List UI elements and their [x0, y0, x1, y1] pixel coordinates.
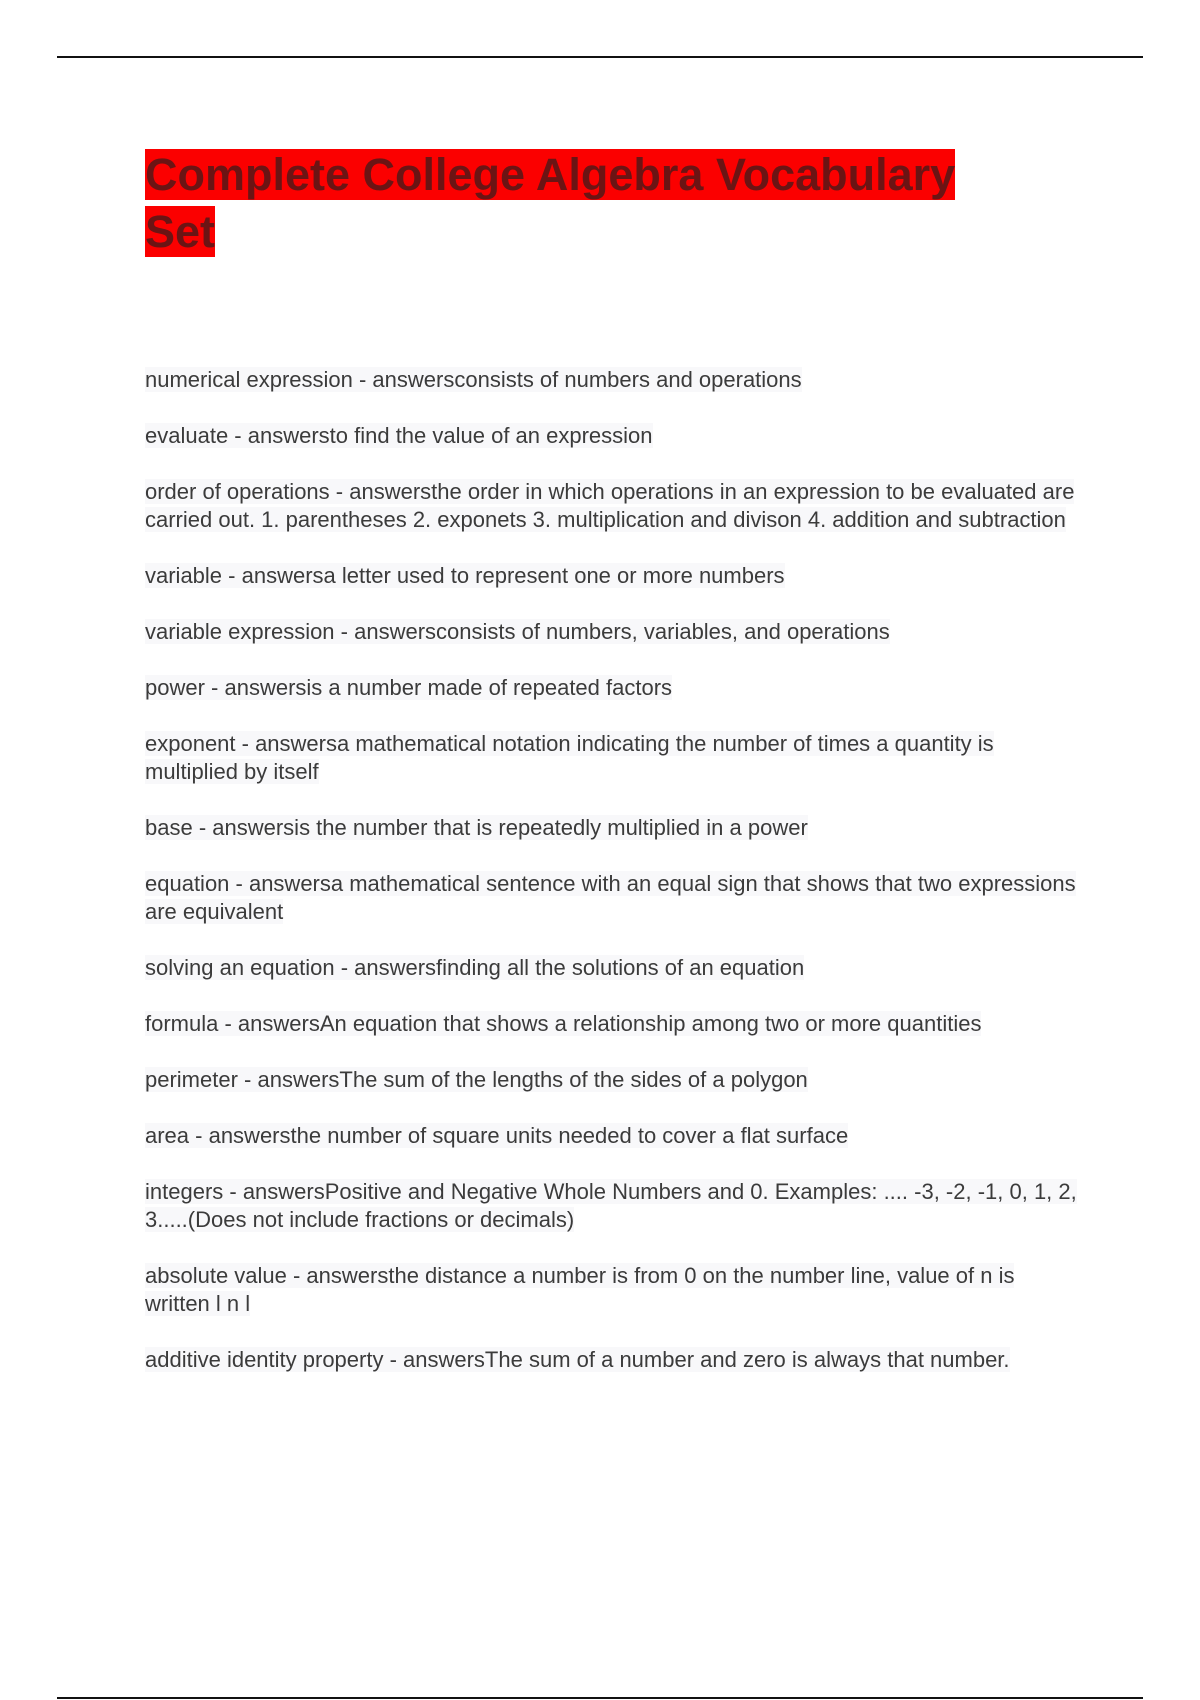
vocabulary-entry: formula - answersAn equation that shows a relationship among two or more quantities: [145, 1011, 982, 1036]
vocabulary-entry: order of operations - answersthe order in which operations in an expression to be evaluated are carried out. 1. parentheses 2. exponets 3. multiplication and divison 4. addition and subtraction: [145, 479, 1075, 532]
vocabulary-entry: additive identity property - answersThe sum of a number and zero is always that number.: [145, 1347, 1010, 1372]
document-title-text: Complete College Algebra Vocabulary Set: [145, 149, 956, 257]
vocabulary-entry: integers - answersPositive and Negative Whole Numbers and 0. Examples: .... -3, -2, -1, 0, 1, 2, 3.....(Does not include fractions or decimals): [145, 1179, 1077, 1232]
footer-rule: [57, 1697, 1143, 1699]
vocabulary-entry: equation - answersa mathematical sentence with an equal sign that shows that two expressions are equivalent: [145, 871, 1076, 924]
vocabulary-entry: exponent - answersa mathematical notation indicating the number of times a quantity is multiplied by itself: [145, 731, 994, 784]
vocabulary-entry: absolute value - answersthe distance a number is from 0 on the number line, value of n is written l n l: [145, 1263, 1015, 1316]
vocabulary-entry: solving an equation - answersfinding all the solutions of an equation: [145, 955, 805, 980]
vocabulary-entry: power - answersis a number made of repeated factors: [145, 675, 673, 700]
vocabulary-list: [145, 366, 1085, 1374]
vocabulary-entry: variable expression - answersconsists of numbers, variables, and operations: [145, 619, 890, 644]
vocabulary-entry: base - answersis the number that is repeatedly multiplied in a power: [145, 815, 808, 840]
vocabulary-entry: perimeter - answersThe sum of the lengths of the sides of a polygon: [145, 1067, 808, 1092]
vocabulary-entry: area - answersthe number of square units needed to cover a flat surface: [145, 1123, 849, 1148]
document-body: [145, 146, 1085, 1402]
vocabulary-entry: variable - answersa letter used to represent one or more numbers: [145, 563, 785, 588]
vocabulary-entry: numerical expression - answersconsists of numbers and operations: [145, 367, 802, 392]
vocabulary-entry: evaluate - answersto find the value of an expression: [145, 423, 653, 448]
document-title: [145, 146, 1025, 260]
header-rule: [57, 56, 1143, 58]
